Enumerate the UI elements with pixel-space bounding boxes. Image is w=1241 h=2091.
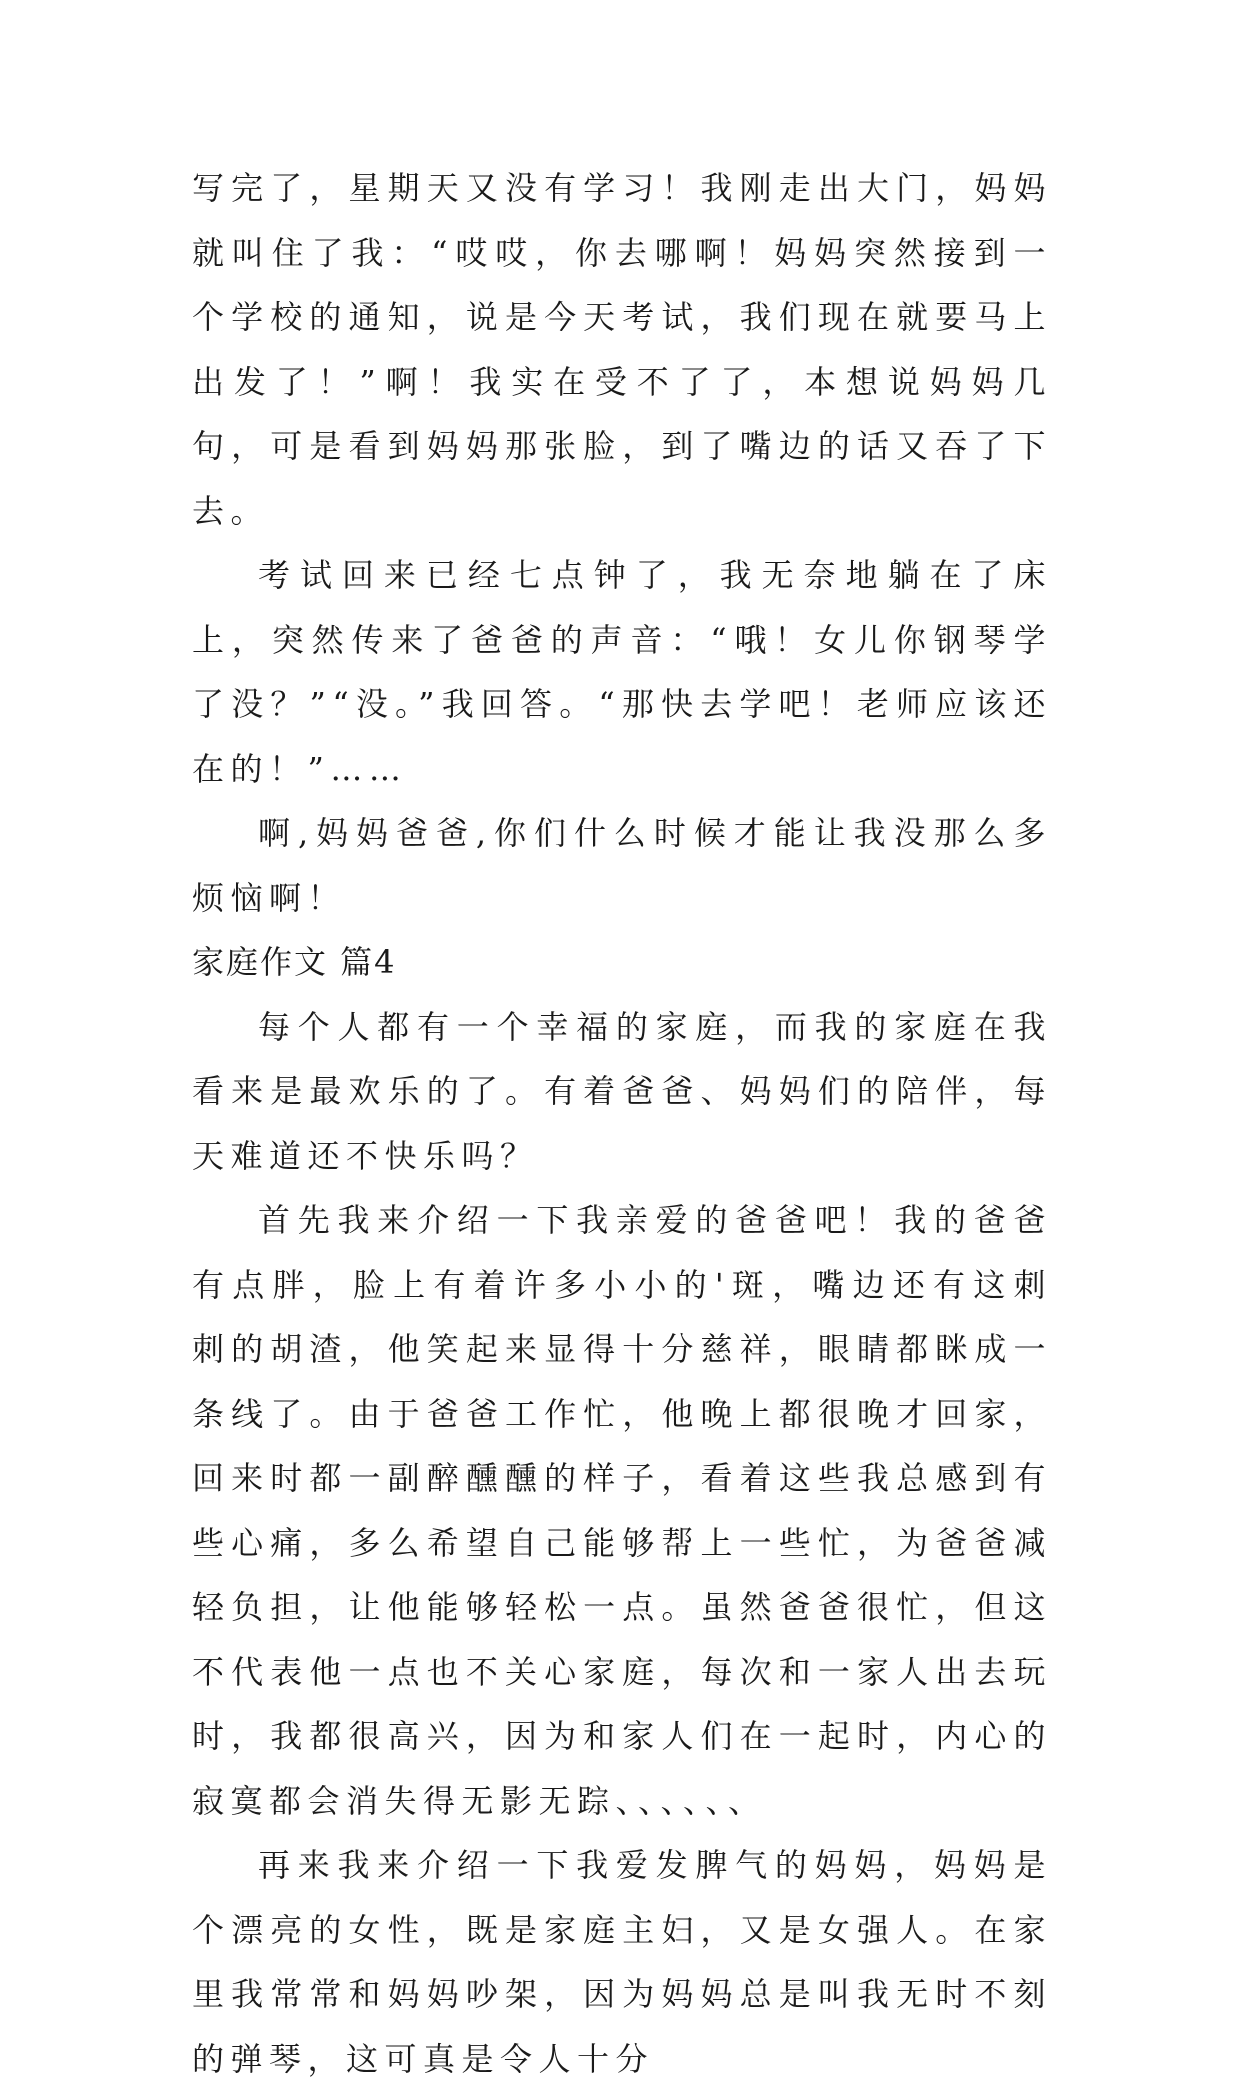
paragraph-father: 首先我来介绍一下我亲爱的爸爸吧！我的爸爸有点胖，脸上有着许多小小的'斑，嘴边还有这刺刺的胡渣，他笑起来显得十分慈祥，眼睛都眯成一条线了。由于爸爸工作忙，他晚上都很晚才回家，回来时都一副醉醺醺的样子，看着这些我总感到有些心痛，多么希望自己能够帮上一些忙，为爸爸减轻负担，让他能够轻松一点。虽然爸爸很忙，但这不代表他一点也不关心家庭，每次和一家人出去玩时，我都很高兴，因为和家人们在一起时，内心的寂寞都会消失得无影无踪、、、、、、 — [192, 1201, 1052, 1820]
paragraph-happy-family: 每个人都有一个幸福的家庭，而我的家庭在我看来是最欢乐的了。有着爸爸、妈妈们的陪伴，每天难道还不快乐吗？ — [192, 1007, 1052, 1175]
paragraph-complaint: 啊,妈妈爸爸,你们什么时候才能让我没那么多烦恼啊！ — [192, 814, 1052, 917]
section-heading: 家庭作文 篇4 — [192, 943, 397, 981]
document-body — [192, 156, 1052, 2091]
paragraph-mother: 再来我来介绍一下我爱发脾气的妈妈，妈妈是个漂亮的女性，既是家庭主妇，又是女强人。在家里我常常和妈妈吵架，因为妈妈总是叫我无时不刻的弹琴，这可真是令人十分 — [192, 1846, 1052, 2078]
paragraph-continuation: 写完了，星期天又没有学习！我刚走出大门，妈妈就叫住了我：“哎哎，你去哪啊！妈妈突然接到一个学校的通知，说是今天考试，我们现在就要马上出发了！”啊！我实在受不了了，本想说妈妈几句，可是看到妈妈那张脸，到了嘴边的话又吞了下去。 — [192, 169, 1052, 530]
paragraph-exam-return: 考试回来已经七点钟了，我无奈地躺在了床上，突然传来了爸爸的声音：“哦！女儿你钢琴学了没？”“没。”我回答。“那快去学吧！老师应该还在的！”…… — [192, 556, 1052, 788]
